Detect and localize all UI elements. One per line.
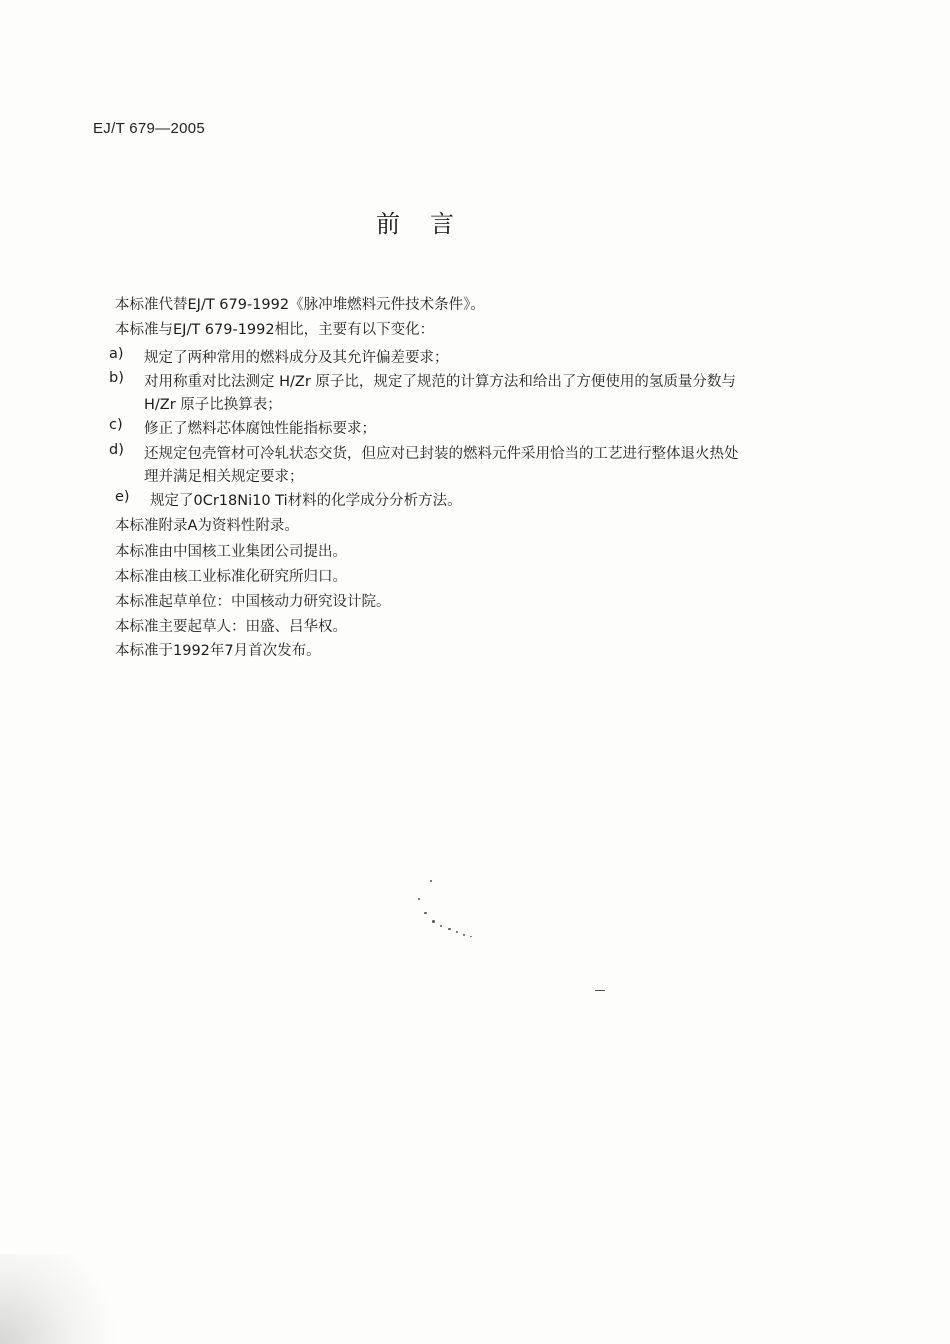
paragraph-first-release: 本标准于1992年7月首次发布。 <box>115 643 321 659</box>
paragraph-drafters: 本标准主要起草人：田盛、吕华权。 <box>115 619 347 635</box>
list-marker: d) <box>109 442 124 458</box>
list-marker: b) <box>109 370 124 386</box>
list-item-text: 规定了两种常用的燃料成分及其允许偏差要求； <box>144 350 449 366</box>
list-item-text: 规定了0Cr18Ni10 Ti材料的化学成分分析方法。 <box>150 493 462 509</box>
list-marker: e) <box>115 489 130 505</box>
paragraph-drafting-unit: 本标准起草单位：中国核动力研究设计院。 <box>115 594 391 610</box>
list-marker: a) <box>109 346 124 362</box>
list-item-text-continued: 理并满足相关规定要求； <box>144 469 304 485</box>
list-item-text-continued: H/Zr 原子比换算表； <box>144 397 282 413</box>
list-item-text: 修正了燃料芯体腐蚀性能指标要求； <box>144 421 376 437</box>
paragraph-centralized-by: 本标准由核工业标准化研究所归口。 <box>115 569 347 585</box>
paragraph-changes-intro: 本标准与EJ/T 679-1992相比，主要有以下变化： <box>115 322 435 338</box>
list-item-text: 还规定包壳管材可冷轧状态交货，但应对已封装的燃料元件采用恰当的工艺进行整体退火热处 <box>144 446 739 462</box>
paragraph-replaces: 本标准代替EJ/T 679-1992《脉冲堆燃料元件技术条件》。 <box>115 297 485 313</box>
paragraph-proposed-by: 本标准由中国核工业集团公司提出。 <box>115 544 347 560</box>
document-code: EJ/T 679—2005 <box>93 120 206 137</box>
list-marker: c) <box>109 417 123 433</box>
page-title: 前言 <box>376 210 484 238</box>
paragraph-appendix: 本标准附录A为资料性附录。 <box>115 518 299 534</box>
scan-corner-noise <box>0 1254 130 1344</box>
list-item-text: 对用称重对比法测定 H/Zr 原子比，规定了规范的计算方法和给出了方便使用的氢质量分数与 <box>144 374 736 390</box>
